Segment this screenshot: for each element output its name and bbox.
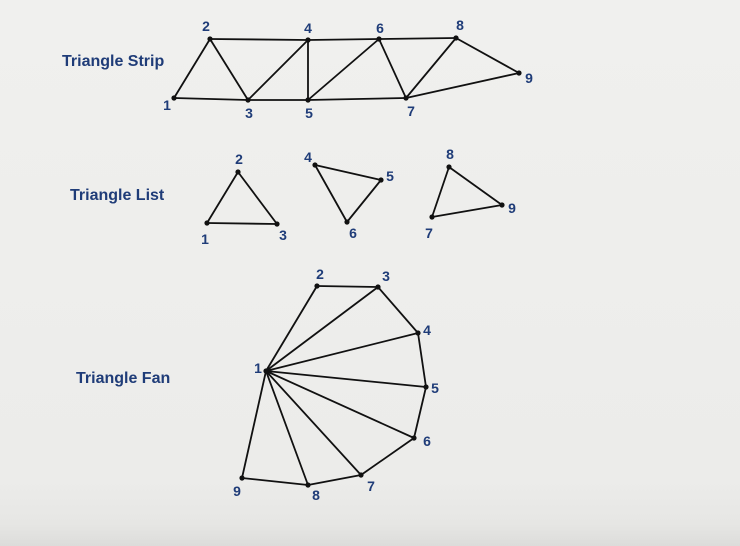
list-vertex-8: [446, 164, 451, 169]
fan-vertex-label-5: 5: [431, 380, 439, 396]
list-edge-4-6: [315, 165, 347, 222]
strip-edge-6-7: [379, 39, 406, 98]
strip-vertex-label-7: 7: [407, 103, 415, 119]
list-vertex-5: [378, 177, 383, 182]
fan-edge-1-6: [266, 371, 414, 438]
list-vertex-1: [204, 220, 209, 225]
list-vertex-2: [235, 169, 240, 174]
strip-vertex-3: [245, 97, 250, 102]
strip-vertex-5: [305, 97, 310, 102]
list-edge-1-2: [207, 172, 238, 223]
list-edge-7-8: [432, 167, 449, 217]
fan-edge-6-7: [361, 438, 414, 475]
strip-vertex-label-5: 5: [305, 105, 313, 121]
fan-vertex-label-8: 8: [312, 487, 320, 503]
list-edge-2-3: [238, 172, 277, 224]
list-vertex-label-3: 3: [279, 227, 287, 243]
triangle-fan-label: Triangle Fan: [76, 370, 171, 387]
list-vertex-label-9: 9: [508, 200, 516, 216]
fan-vertex-5: [423, 384, 428, 389]
triangle-strip-figure: [163, 17, 533, 121]
strip-edge-1-3: [174, 98, 248, 100]
strip-edge-6-8: [379, 38, 456, 39]
list-edge-8-9: [449, 167, 502, 205]
fan-edge-1-7: [266, 371, 361, 475]
list-vertex-label-5: 5: [386, 168, 394, 184]
fan-edge-1-9: [242, 371, 266, 478]
list-vertex-9: [499, 202, 504, 207]
list-edge-5-6: [347, 180, 381, 222]
list-vertex-label-2: 2: [235, 151, 243, 167]
fan-edge-8-9: [242, 478, 308, 485]
strip-edge-2-3: [210, 39, 248, 100]
list-vertex-7: [429, 214, 434, 219]
fan-vertex-label-4: 4: [423, 322, 431, 338]
strip-edge-3-4: [248, 40, 308, 100]
fan-vertex-label-6: 6: [423, 433, 431, 449]
strip-vertex-label-3: 3: [245, 105, 253, 121]
list-vertex-label-4: 4: [304, 149, 312, 165]
strip-vertex-label-2: 2: [202, 18, 210, 34]
fan-vertex-label-1: 1: [254, 360, 262, 376]
triangle-list-figure: [201, 146, 516, 247]
strip-vertex-label-1: 1: [163, 97, 171, 113]
list-edge-7-9: [432, 205, 502, 217]
fan-vertex-1: [263, 368, 268, 373]
list-vertex-label-7: 7: [425, 225, 433, 241]
list-edge-1-3: [207, 223, 277, 224]
fan-vertex-label-3: 3: [382, 268, 390, 284]
strip-vertex-label-4: 4: [304, 20, 312, 36]
strip-vertex-4: [305, 37, 310, 42]
list-vertex-label-8: 8: [446, 146, 454, 162]
strip-edge-5-7: [308, 98, 406, 100]
strip-vertex-2: [207, 36, 212, 41]
strip-vertex-1: [171, 95, 176, 100]
fan-edge-4-5: [418, 333, 426, 387]
strip-vertex-label-8: 8: [456, 17, 464, 33]
fan-vertex-4: [415, 330, 420, 335]
fan-vertex-label-2: 2: [316, 266, 324, 282]
fan-vertex-3: [375, 284, 380, 289]
list-vertex-6: [344, 219, 349, 224]
list-vertex-label-1: 1: [201, 231, 209, 247]
list-edge-4-5: [315, 165, 381, 180]
strip-edge-8-9: [456, 38, 519, 73]
list-vertex-label-6: 6: [349, 225, 357, 241]
triangle-list-label: Triangle List: [70, 187, 165, 204]
strip-edge-5-6: [308, 39, 379, 100]
fan-vertex-8: [305, 482, 310, 487]
fan-edge-1-5: [266, 371, 426, 387]
strip-vertex-7: [403, 95, 408, 100]
strip-edge-2-4: [210, 39, 308, 40]
list-vertex-3: [274, 221, 279, 226]
fan-edge-2-3: [317, 286, 378, 287]
fan-vertex-9: [239, 475, 244, 480]
fan-edge-1-3: [266, 287, 378, 371]
fan-edge-1-2: [266, 286, 317, 371]
fan-edge-1-4: [266, 333, 418, 371]
strip-vertex-label-6: 6: [376, 20, 384, 36]
fan-edge-7-8: [308, 475, 361, 485]
strip-vertex-label-9: 9: [525, 70, 533, 86]
fan-vertex-label-7: 7: [367, 478, 375, 494]
triangle-fan-figure: [233, 266, 439, 503]
strip-vertex-6: [376, 36, 381, 41]
fan-vertex-6: [411, 435, 416, 440]
strip-edge-1-2: [174, 39, 210, 98]
strip-edge-4-6: [308, 39, 379, 40]
fan-vertex-2: [314, 283, 319, 288]
strip-vertex-9: [516, 70, 521, 75]
fan-edge-5-6: [414, 387, 426, 438]
strip-vertex-8: [453, 35, 458, 40]
triangle-strip-label: Triangle Strip: [62, 53, 165, 70]
fan-vertex-label-9: 9: [233, 483, 241, 499]
list-vertex-4: [312, 162, 317, 167]
fan-vertex-7: [358, 472, 363, 477]
fan-edge-3-4: [378, 287, 418, 333]
